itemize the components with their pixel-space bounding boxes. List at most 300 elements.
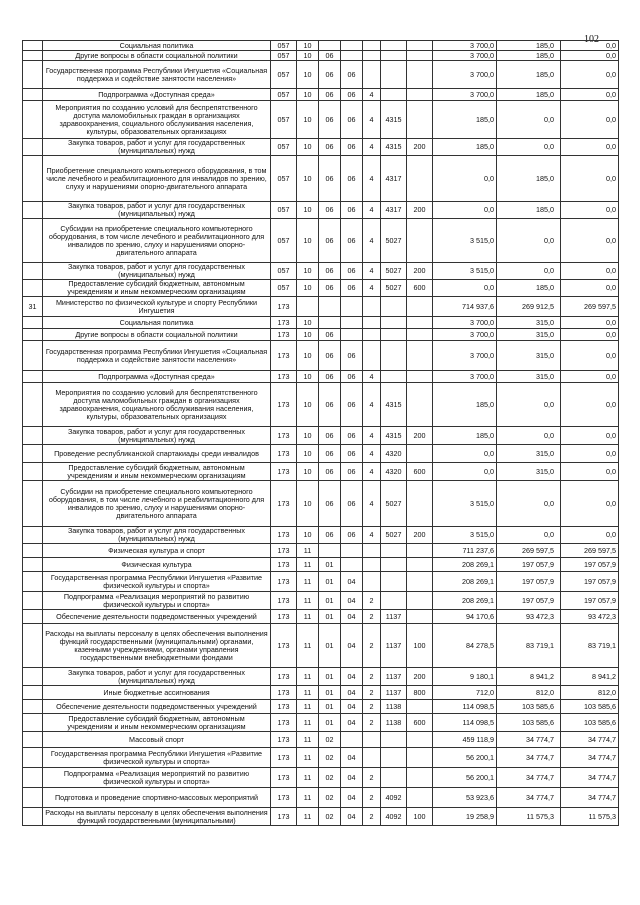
subprogram-code xyxy=(363,41,381,51)
item-name: Закупка товаров, работ и услуг для государственных (муниципальных) нужд xyxy=(43,139,271,156)
row-number xyxy=(23,481,43,527)
amount-year-1: 19 258,9 xyxy=(433,808,497,826)
table-row xyxy=(23,624,619,668)
target-code xyxy=(381,89,407,101)
ministry-code: 173 xyxy=(271,700,297,714)
expense-type-code: 600 xyxy=(407,280,433,297)
amount-year-2: 185,0 xyxy=(497,41,561,51)
target-code xyxy=(381,732,407,748)
target-code: 4315 xyxy=(381,427,407,445)
expense-type-code xyxy=(407,317,433,329)
program-code: 04 xyxy=(341,788,363,808)
target-code xyxy=(381,329,407,341)
item-name: Закупка товаров, работ и услуг для государственных (муниципальных) нужд xyxy=(43,202,271,219)
item-name: Другие вопросы в области социальной политики xyxy=(43,329,271,341)
amount-year-3: 812,0 xyxy=(561,686,619,700)
program-code: 06 xyxy=(341,280,363,297)
amount-year-3: 34 774,7 xyxy=(561,748,619,768)
row-number xyxy=(23,527,43,544)
expense-type-code xyxy=(407,101,433,139)
ministry-code: 173 xyxy=(271,544,297,558)
subsection-code: 06 xyxy=(319,341,341,371)
amount-year-1: 3 700,0 xyxy=(433,341,497,371)
target-code xyxy=(381,61,407,89)
table-row xyxy=(23,202,619,219)
program-code: 06 xyxy=(341,89,363,101)
amount-year-2: 185,0 xyxy=(497,156,561,202)
item-name: Подпрограмма «Доступная среда» xyxy=(43,371,271,383)
item-name: Подпрограмма «Реализация мероприятий по развитию физической культуры и спорта» xyxy=(43,592,271,610)
section-code: 10 xyxy=(297,139,319,156)
subsection-code: 06 xyxy=(319,463,341,481)
amount-year-2: 0,0 xyxy=(497,427,561,445)
amount-year-2: 812,0 xyxy=(497,686,561,700)
amount-year-3: 0,0 xyxy=(561,445,619,463)
section-code: 10 xyxy=(297,427,319,445)
subprogram-code: 2 xyxy=(363,808,381,826)
ministry-code: 173 xyxy=(271,445,297,463)
row-number xyxy=(23,51,43,61)
table-row xyxy=(23,101,619,139)
table-row xyxy=(23,341,619,371)
ministry-code: 173 xyxy=(271,341,297,371)
row-number xyxy=(23,808,43,826)
subsection-code: 06 xyxy=(319,445,341,463)
subsection-code xyxy=(319,544,341,558)
section-code: 10 xyxy=(297,329,319,341)
table-row xyxy=(23,768,619,788)
table-row xyxy=(23,700,619,714)
program-code xyxy=(341,297,363,317)
expense-type-code xyxy=(407,383,433,427)
amount-year-1: 3 700,0 xyxy=(433,51,497,61)
amount-year-1: 56 200,1 xyxy=(433,748,497,768)
row-number xyxy=(23,624,43,668)
subprogram-code: 4 xyxy=(363,139,381,156)
section-code: 10 xyxy=(297,280,319,297)
row-number xyxy=(23,219,43,263)
row-number xyxy=(23,748,43,768)
subprogram-code: 2 xyxy=(363,592,381,610)
ministry-code: 057 xyxy=(271,89,297,101)
section-code: 10 xyxy=(297,445,319,463)
amount-year-3: 0,0 xyxy=(561,101,619,139)
subsection-code: 06 xyxy=(319,51,341,61)
amount-year-1: 185,0 xyxy=(433,101,497,139)
row-number xyxy=(23,463,43,481)
section-code: 11 xyxy=(297,668,319,686)
subprogram-code: 4 xyxy=(363,445,381,463)
amount-year-1: 3 515,0 xyxy=(433,263,497,280)
program-code: 06 xyxy=(341,156,363,202)
item-name: Мероприятия по созданию условий для беспрепятственного доступа маломобильных граждан в организациях здравоохранения, социального обслуживания населения, культуры, образовательных организациях xyxy=(43,101,271,139)
item-name: Мероприятия по созданию условий для беспрепятственного доступа маломобильных граждан в организациях здравоохранения, социального обслуживания населения, культуры, образовательных организациях xyxy=(43,383,271,427)
item-name: Физическая культура и спорт xyxy=(43,544,271,558)
program-code: 06 xyxy=(341,383,363,427)
amount-year-3: 34 774,7 xyxy=(561,732,619,748)
expense-type-code xyxy=(407,297,433,317)
section-code: 10 xyxy=(297,481,319,527)
expense-type-code: 600 xyxy=(407,714,433,732)
amount-year-1: 0,0 xyxy=(433,202,497,219)
subprogram-code xyxy=(363,317,381,329)
section-code: 11 xyxy=(297,592,319,610)
amount-year-2: 34 774,7 xyxy=(497,788,561,808)
section-code: 10 xyxy=(297,41,319,51)
item-name: Субсидии на приобретение специального компьютерного оборудования, в том числе лечебного и реабилитационного для инвалидов по зрению, слуху и нарушениями опорно-двигательного аппарата xyxy=(43,219,271,263)
amount-year-2: 83 719,1 xyxy=(497,624,561,668)
expense-type-code xyxy=(407,768,433,788)
item-name: Проведение республиканской спартакиады среди инвалидов xyxy=(43,445,271,463)
table-row xyxy=(23,748,619,768)
expense-type-code xyxy=(407,700,433,714)
expense-type-code xyxy=(407,610,433,624)
subprogram-code: 2 xyxy=(363,700,381,714)
section-code: 11 xyxy=(297,572,319,592)
item-name: Подпрограмма «Доступная среда» xyxy=(43,89,271,101)
subprogram-code xyxy=(363,61,381,89)
subsection-code: 01 xyxy=(319,686,341,700)
program-code: 04 xyxy=(341,624,363,668)
amount-year-1: 114 098,5 xyxy=(433,714,497,732)
program-code xyxy=(341,732,363,748)
item-name: Государственная программа Республики Ингушетия «Социальная поддержка и содействие занятости населения» xyxy=(43,61,271,89)
table-row xyxy=(23,41,619,51)
program-code xyxy=(341,317,363,329)
item-name: Расходы на выплаты персоналу в целях обеспечения выполнения функций государственными (муниципальными) органами, казенными учреждениями, органами управления государственными внебюджетными фондами xyxy=(43,624,271,668)
program-code: 06 xyxy=(341,219,363,263)
expense-type-code xyxy=(407,748,433,768)
section-code: 10 xyxy=(297,371,319,383)
section-code: 10 xyxy=(297,89,319,101)
amount-year-2: 93 472,3 xyxy=(497,610,561,624)
target-code xyxy=(381,544,407,558)
item-name: Приобретение специального компьютерного оборудования, в том числе лечебного и реабилитационного для инвалидов по зрению, слуху и нарушениями опорно-двигательного аппарата xyxy=(43,156,271,202)
table-row xyxy=(23,371,619,383)
table-row xyxy=(23,544,619,558)
target-code xyxy=(381,51,407,61)
item-name: Закупка товаров, работ и услуг для государственных (муниципальных) нужд xyxy=(43,527,271,544)
row-number xyxy=(23,427,43,445)
amount-year-2: 315,0 xyxy=(497,463,561,481)
amount-year-3: 269 597,5 xyxy=(561,544,619,558)
item-name: Подготовка и проведение спортивно-массовых мероприятий xyxy=(43,788,271,808)
item-name: Социальная политика xyxy=(43,317,271,329)
amount-year-2: 269 597,5 xyxy=(497,544,561,558)
amount-year-2: 0,0 xyxy=(497,263,561,280)
subprogram-code: 4 xyxy=(363,101,381,139)
table-row xyxy=(23,668,619,686)
target-code xyxy=(381,341,407,371)
program-code: 06 xyxy=(341,263,363,280)
amount-year-3: 103 585,6 xyxy=(561,700,619,714)
program-code: 06 xyxy=(341,481,363,527)
row-number xyxy=(23,383,43,427)
amount-year-3: 0,0 xyxy=(561,527,619,544)
row-number xyxy=(23,732,43,748)
item-name: Иные бюджетные ассигнования xyxy=(43,686,271,700)
subsection-code: 06 xyxy=(319,263,341,280)
program-code: 06 xyxy=(341,527,363,544)
row-number xyxy=(23,700,43,714)
subsection-code: 01 xyxy=(319,558,341,572)
amount-year-2: 315,0 xyxy=(497,341,561,371)
table-row xyxy=(23,263,619,280)
expense-type-code xyxy=(407,592,433,610)
amount-year-3: 8 941,2 xyxy=(561,668,619,686)
item-name: Предоставление субсидий бюджетным, автономным учреждениям и иным некоммерческим организациям xyxy=(43,280,271,297)
expense-type-code xyxy=(407,41,433,51)
amount-year-3: 0,0 xyxy=(561,427,619,445)
program-code: 04 xyxy=(341,610,363,624)
subprogram-code: 2 xyxy=(363,714,381,732)
amount-year-3: 197 057,9 xyxy=(561,558,619,572)
amount-year-1: 3 515,0 xyxy=(433,219,497,263)
section-code: 10 xyxy=(297,463,319,481)
table-row xyxy=(23,89,619,101)
subsection-code: 06 xyxy=(319,527,341,544)
amount-year-3: 0,0 xyxy=(561,280,619,297)
subprogram-code xyxy=(363,341,381,371)
amount-year-2: 185,0 xyxy=(497,61,561,89)
program-code: 04 xyxy=(341,700,363,714)
subsection-code: 06 xyxy=(319,280,341,297)
amount-year-1: 208 269,1 xyxy=(433,558,497,572)
ministry-code: 057 xyxy=(271,156,297,202)
program-code: 04 xyxy=(341,668,363,686)
amount-year-2: 34 774,7 xyxy=(497,768,561,788)
amount-year-3: 0,0 xyxy=(561,41,619,51)
amount-year-3: 0,0 xyxy=(561,139,619,156)
subsection-code: 06 xyxy=(319,156,341,202)
amount-year-3: 0,0 xyxy=(561,61,619,89)
ministry-code: 173 xyxy=(271,592,297,610)
table-row xyxy=(23,427,619,445)
amount-year-1: 185,0 xyxy=(433,427,497,445)
amount-year-1: 3 700,0 xyxy=(433,317,497,329)
ministry-code: 173 xyxy=(271,481,297,527)
amount-year-2: 315,0 xyxy=(497,445,561,463)
ministry-code: 173 xyxy=(271,624,297,668)
ministry-code: 057 xyxy=(271,263,297,280)
subprogram-code: 2 xyxy=(363,686,381,700)
table-row xyxy=(23,527,619,544)
amount-year-2: 0,0 xyxy=(497,101,561,139)
target-code xyxy=(381,371,407,383)
subprogram-code: 2 xyxy=(363,668,381,686)
subsection-code: 02 xyxy=(319,788,341,808)
table-row xyxy=(23,592,619,610)
subprogram-code: 4 xyxy=(363,156,381,202)
row-number xyxy=(23,686,43,700)
subsection-code: 01 xyxy=(319,714,341,732)
ministry-code: 057 xyxy=(271,101,297,139)
amount-year-2: 315,0 xyxy=(497,317,561,329)
subprogram-code xyxy=(363,572,381,592)
amount-year-3: 0,0 xyxy=(561,383,619,427)
section-code: 10 xyxy=(297,263,319,280)
amount-year-2: 185,0 xyxy=(497,51,561,61)
amount-year-1: 56 200,1 xyxy=(433,768,497,788)
amount-year-3: 0,0 xyxy=(561,202,619,219)
amount-year-1: 711 237,6 xyxy=(433,544,497,558)
ministry-code: 173 xyxy=(271,317,297,329)
ministry-code: 057 xyxy=(271,219,297,263)
program-code: 04 xyxy=(341,592,363,610)
amount-year-2: 185,0 xyxy=(497,202,561,219)
amount-year-2: 0,0 xyxy=(497,527,561,544)
item-name: Закупка товаров, работ и услуг для государственных (муниципальных) нужд xyxy=(43,668,271,686)
subsection-code xyxy=(319,317,341,329)
expense-type-code xyxy=(407,89,433,101)
table-row xyxy=(23,481,619,527)
amount-year-2: 0,0 xyxy=(497,139,561,156)
ministry-code: 173 xyxy=(271,808,297,826)
target-code: 1138 xyxy=(381,700,407,714)
table-row xyxy=(23,156,619,202)
amount-year-3: 0,0 xyxy=(561,219,619,263)
subprogram-code: 2 xyxy=(363,768,381,788)
ministry-code: 173 xyxy=(271,383,297,427)
target-code xyxy=(381,572,407,592)
subprogram-code: 4 xyxy=(363,527,381,544)
item-name: Закупка товаров, работ и услуг для государственных (муниципальных) нужд xyxy=(43,263,271,280)
amount-year-2: 103 585,6 xyxy=(497,700,561,714)
subsection-code: 01 xyxy=(319,700,341,714)
table-row xyxy=(23,139,619,156)
table-row xyxy=(23,51,619,61)
expense-type-code: 600 xyxy=(407,463,433,481)
item-name: Государственная программа Республики Ингушетия «Развитие физической культуры и спорта» xyxy=(43,572,271,592)
expense-type-code: 100 xyxy=(407,808,433,826)
subsection-code xyxy=(319,297,341,317)
amount-year-3: 0,0 xyxy=(561,371,619,383)
target-code: 4317 xyxy=(381,156,407,202)
section-code: 11 xyxy=(297,714,319,732)
amount-year-1: 3 700,0 xyxy=(433,61,497,89)
ministry-code: 173 xyxy=(271,768,297,788)
subsection-code: 06 xyxy=(319,89,341,101)
target-code xyxy=(381,592,407,610)
expense-type-code: 200 xyxy=(407,263,433,280)
table-row xyxy=(23,329,619,341)
subsection-code: 02 xyxy=(319,732,341,748)
row-number xyxy=(23,558,43,572)
subprogram-code xyxy=(363,544,381,558)
target-code: 4315 xyxy=(381,139,407,156)
subsection-code xyxy=(319,41,341,51)
expense-type-code xyxy=(407,732,433,748)
subsection-code: 06 xyxy=(319,219,341,263)
ministry-code: 173 xyxy=(271,297,297,317)
section-code: 11 xyxy=(297,808,319,826)
amount-year-3: 0,0 xyxy=(561,263,619,280)
subsection-code: 06 xyxy=(319,371,341,383)
program-code xyxy=(341,558,363,572)
expense-type-code xyxy=(407,341,433,371)
ministry-code: 173 xyxy=(271,329,297,341)
ministry-code: 173 xyxy=(271,610,297,624)
expense-type-code: 200 xyxy=(407,668,433,686)
expense-type-code xyxy=(407,445,433,463)
item-name: Социальная политика xyxy=(43,41,271,51)
section-code: 10 xyxy=(297,51,319,61)
target-code xyxy=(381,748,407,768)
section-code: 10 xyxy=(297,527,319,544)
target-code: 1137 xyxy=(381,624,407,668)
target-code xyxy=(381,558,407,572)
amount-year-2: 8 941,2 xyxy=(497,668,561,686)
item-name: Физическая культура xyxy=(43,558,271,572)
target-code: 4320 xyxy=(381,445,407,463)
subprogram-code: 4 xyxy=(363,89,381,101)
program-code xyxy=(341,329,363,341)
program-code: 06 xyxy=(341,445,363,463)
ministry-code: 173 xyxy=(271,668,297,686)
expense-type-code xyxy=(407,788,433,808)
amount-year-1: 84 278,5 xyxy=(433,624,497,668)
subprogram-code: 4 xyxy=(363,263,381,280)
amount-year-1: 3 700,0 xyxy=(433,41,497,51)
table-row xyxy=(23,445,619,463)
amount-year-2: 269 912,5 xyxy=(497,297,561,317)
amount-year-3: 0,0 xyxy=(561,481,619,527)
amount-year-1: 3 700,0 xyxy=(433,329,497,341)
ministry-code: 173 xyxy=(271,572,297,592)
section-code: 10 xyxy=(297,202,319,219)
row-number xyxy=(23,329,43,341)
item-name: Обеспечение деятельности подведомственных учреждений xyxy=(43,700,271,714)
subprogram-code: 4 xyxy=(363,371,381,383)
row-number: 31 xyxy=(23,297,43,317)
table-row xyxy=(23,788,619,808)
amount-year-2: 0,0 xyxy=(497,219,561,263)
amount-year-2: 185,0 xyxy=(497,280,561,297)
table-row xyxy=(23,610,619,624)
row-number xyxy=(23,592,43,610)
subprogram-code: 4 xyxy=(363,202,381,219)
table-row xyxy=(23,714,619,732)
table-row xyxy=(23,317,619,329)
subsection-code: 02 xyxy=(319,748,341,768)
amount-year-1: 9 180,1 xyxy=(433,668,497,686)
section-code: 11 xyxy=(297,700,319,714)
ministry-code: 057 xyxy=(271,202,297,219)
amount-year-1: 3 515,0 xyxy=(433,527,497,544)
item-name: Государственная программа Республики Ингушетия «Социальная поддержка и содействие занятости населения» xyxy=(43,341,271,371)
amount-year-2: 315,0 xyxy=(497,371,561,383)
target-code xyxy=(381,297,407,317)
amount-year-1: 459 118,9 xyxy=(433,732,497,748)
amount-year-1: 0,0 xyxy=(433,156,497,202)
subsection-code: 06 xyxy=(319,202,341,219)
ministry-code: 057 xyxy=(271,51,297,61)
program-code: 04 xyxy=(341,808,363,826)
amount-year-3: 0,0 xyxy=(561,329,619,341)
program-code: 06 xyxy=(341,202,363,219)
table-row xyxy=(23,280,619,297)
section-code: 11 xyxy=(297,732,319,748)
amount-year-3: 34 774,7 xyxy=(561,768,619,788)
table-row xyxy=(23,558,619,572)
amount-year-3: 0,0 xyxy=(561,89,619,101)
item-name: Министерство по физической культуре и спорту Республики Ингушетия xyxy=(43,297,271,317)
amount-year-2: 34 774,7 xyxy=(497,748,561,768)
subsection-code: 06 xyxy=(319,383,341,427)
target-code: 5027 xyxy=(381,280,407,297)
ministry-code: 173 xyxy=(271,732,297,748)
amount-year-2: 0,0 xyxy=(497,383,561,427)
